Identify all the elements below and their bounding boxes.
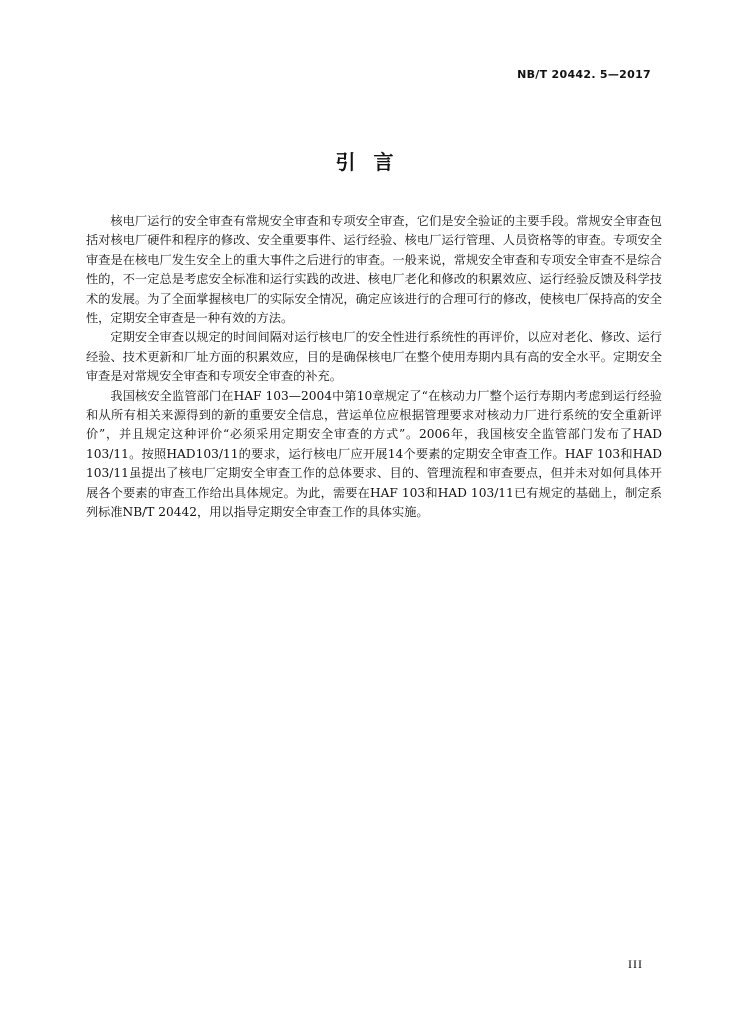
paragraph-2: 定期安全审查以规定的时间间隔对运行核电厂的安全性进行系统性的再评价，以应对老化、修改、运行经验、技术更新和厂址方面的积累效应，目的是确保核电厂在整个使用寿期内具有高的安全水平。定期安全审查是对常规安全审查和专项安全审查的补充。 xyxy=(86,330,662,384)
introduction-body xyxy=(86,212,662,523)
page-number: III xyxy=(628,957,643,971)
standard-code-header: NB/T 20442. 5—2017 xyxy=(517,68,651,81)
page-title: 引言 xyxy=(335,150,412,174)
paragraph-3: 我国核安全监管部门在HAF 103—2004中第10章规定了“在核动力厂整个运行寿期内考虑到运行经验和从所有相关来源得到的新的重要安全信息，营运单位应根据管理要求对核动力厂进行系统的安全重新评价”，并且规定这种评价“必须采用定期安全审查的方式”。2006年，我国核安全监管部门发布了HAD 103/11。按照HAD103/11的要求，运行核电厂应开展14个要素的定期安全审查工作。HAF 103和HAD 103/11虽提出了核电厂定期安全审查工作的总体要求、目的、管理流程和审查要点，但并未对如何具体开展各个要素的审查工作给出具体规定。为此，需要在HAF 103和HAD 103/11已有规定的基础上，制定系列标准NB/T 20442，用以指导定期安全审查工作的具体实施。 xyxy=(86,388,662,520)
paragraph-1: 核电厂运行的安全审查有常规安全审查和专项安全审查，它们是安全验证的主要手段。常规安全审查包括对核电厂硬件和程序的修改、安全重要事件、运行经验、核电厂运行管理、人员资格等的审查。专项安全审查是在核电厂发生安全上的重大事件之后进行的审查。一般来说，常规安全审查和专项安全审查不是综合性的，不一定总是考虑安全标准和运行实践的改进、核电厂老化和修改的积累效应、运行经验反馈及科学技术的发展。为了全面掌握核电厂的实际安全情况，确定应该进行的合理可行的修改，使核电厂保持高的安全性，定期安全审查是一种有效的方法。 xyxy=(86,214,662,326)
